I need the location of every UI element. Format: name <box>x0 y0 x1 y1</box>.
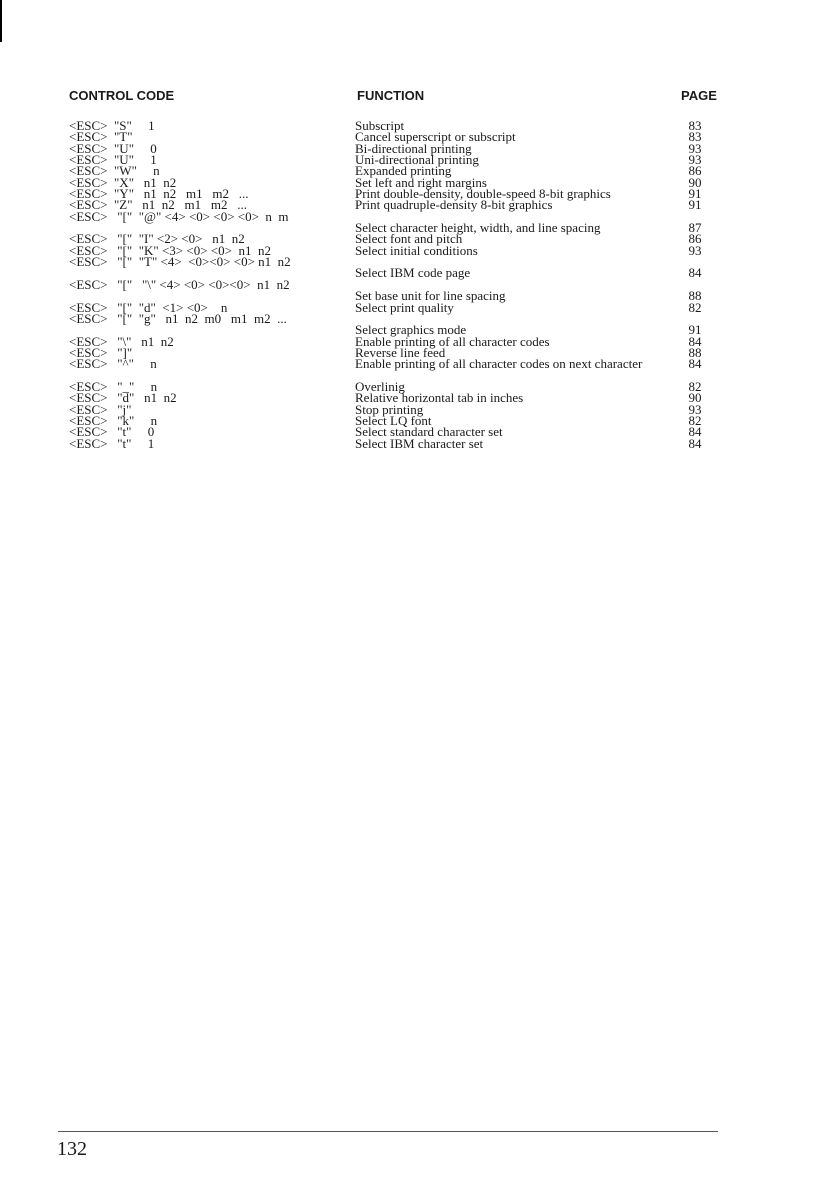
control-code-cell: <ESC> "[" "g" n1 n2 m0 m1 m2 ... <box>69 310 287 326</box>
function-cell: Select graphics mode <box>355 322 467 338</box>
function-cell: Select standard character set <box>355 424 503 440</box>
function-cell: Select font and pitch <box>355 231 463 247</box>
function-cell: Set base unit for line spacing <box>355 288 506 304</box>
function-cell: Select IBM code page <box>355 265 471 281</box>
page-cell: 82 <box>688 378 702 394</box>
control-code-cell: <ESC> "[" "d" <1> <0> n <box>69 299 228 315</box>
control-code-cell: <ESC> "T" <box>69 129 133 145</box>
header-control-code: CONTROL CODE <box>69 88 175 103</box>
page-cell: 88 <box>688 344 702 360</box>
control-code-cell: <ESC> "^" n <box>69 356 157 372</box>
function-cell: Select print quality <box>355 299 454 315</box>
page-cell: 86 <box>688 163 702 179</box>
page-cell: 84 <box>688 356 702 372</box>
control-code-cell: <ESC> "S" 1 <box>69 118 155 133</box>
page-cell: 86 <box>688 231 702 247</box>
control-code-cell: <ESC> "t" 0 <box>69 424 155 440</box>
function-cell: Uni-directional printing <box>355 152 479 168</box>
footer-rule <box>58 1131 718 1132</box>
header-function: FUNCTION <box>357 88 425 103</box>
function-cell: Overlinig <box>355 378 405 394</box>
control-code-cell: <ESC> "Z" n1 n2 m1 m2 ... <box>69 197 248 213</box>
page-cell: 93 <box>688 152 702 168</box>
function-cell: Select character height, width, and line spacing <box>355 220 601 236</box>
control-code-cell: <ESC> "[" "T" <4> <0><0> <0> n1 n2 <box>69 254 291 270</box>
control-code-cell: <ESC> "U" 0 <box>69 140 157 156</box>
page-cell: 93 <box>688 401 702 417</box>
function-cell: Set left and right margins <box>355 174 487 190</box>
function-cell: Print quadruple-density 8-bit graphics <box>355 197 553 213</box>
page-cell: 88 <box>688 288 702 304</box>
control-code-cell: <ESC> "t" 1 <box>69 435 155 451</box>
page-cell: 93 <box>688 242 702 258</box>
table-row <box>0 358 838 381</box>
control-code-cell: <ESC> "W" n <box>69 163 160 179</box>
function-cell: Enable printing of all character codes <box>355 333 550 349</box>
page-cell: 91 <box>688 197 702 213</box>
page-cell: 90 <box>688 390 702 406</box>
header-page: PAGE <box>681 88 717 103</box>
control-code-cell: <ESC> "k" n <box>69 412 158 428</box>
function-cell: Print double-density, double-speed 8-bit graphics <box>355 186 611 202</box>
table-row <box>0 435 838 451</box>
function-cell: Subscript <box>355 118 405 133</box>
margin-mark <box>0 0 2 42</box>
page-cell: 84 <box>688 265 702 281</box>
control-code-cell: <ESC> "[" "\" <4> <0> <0><0> n1 n2 <box>69 276 290 292</box>
function-cell: Relative horizontal tab in inches <box>355 390 524 406</box>
function-cell: Cancel superscript or subscript <box>355 129 516 145</box>
control-code-table <box>0 120 838 449</box>
control-code-cell: <ESC> "[" "K" <3> <0> <0> n1 n2 <box>69 242 271 258</box>
control-code-cell: <ESC> "_" n <box>69 378 158 394</box>
page-cell: 82 <box>688 299 702 315</box>
function-cell: Select IBM character set <box>355 435 484 451</box>
page-number: 132 <box>57 1138 87 1160</box>
control-code-cell: <ESC> "]" <box>69 344 133 360</box>
control-code-cell: <ESC> "[" "I" <2> <0> n1 n2 <box>69 231 245 247</box>
page-cell: 91 <box>688 186 702 202</box>
page-cell: 82 <box>688 412 702 428</box>
control-code-cell: <ESC> "\" n1 n2 <box>69 333 174 349</box>
function-cell: Stop printing <box>355 401 424 417</box>
function-cell: Select initial conditions <box>355 242 478 258</box>
function-cell: Enable printing of all character codes on next character <box>355 356 643 372</box>
page-cell: 84 <box>688 333 702 349</box>
page-cell: 91 <box>688 322 702 338</box>
function-cell: Select LQ font <box>355 412 432 428</box>
control-code-cell: <ESC> "[" "@" <4> <0> <0> <0> n m <box>69 208 289 224</box>
function-cell: Bi-directional printing <box>355 140 472 156</box>
page-cell: 83 <box>688 118 702 133</box>
function-cell: Reverse line feed <box>355 344 446 360</box>
function-cell: Expanded printing <box>355 163 452 179</box>
control-code-cell: <ESC> "d" n1 n2 <box>69 390 177 406</box>
page-cell: 93 <box>688 140 702 156</box>
control-code-cell: <ESC> "X" n1 n2 <box>69 174 177 190</box>
page-cell: 84 <box>688 424 702 440</box>
control-code-cell: <ESC> "U" 1 <box>69 152 157 168</box>
page-cell: 83 <box>688 129 702 145</box>
control-code-cell: <ESC> "Y" n1 n2 m1 m2 ... <box>69 186 249 202</box>
control-code-cell: <ESC> "j" <box>69 401 132 417</box>
page-cell: 90 <box>688 174 702 190</box>
page-cell: 87 <box>688 220 702 236</box>
page-cell: 84 <box>688 435 702 451</box>
